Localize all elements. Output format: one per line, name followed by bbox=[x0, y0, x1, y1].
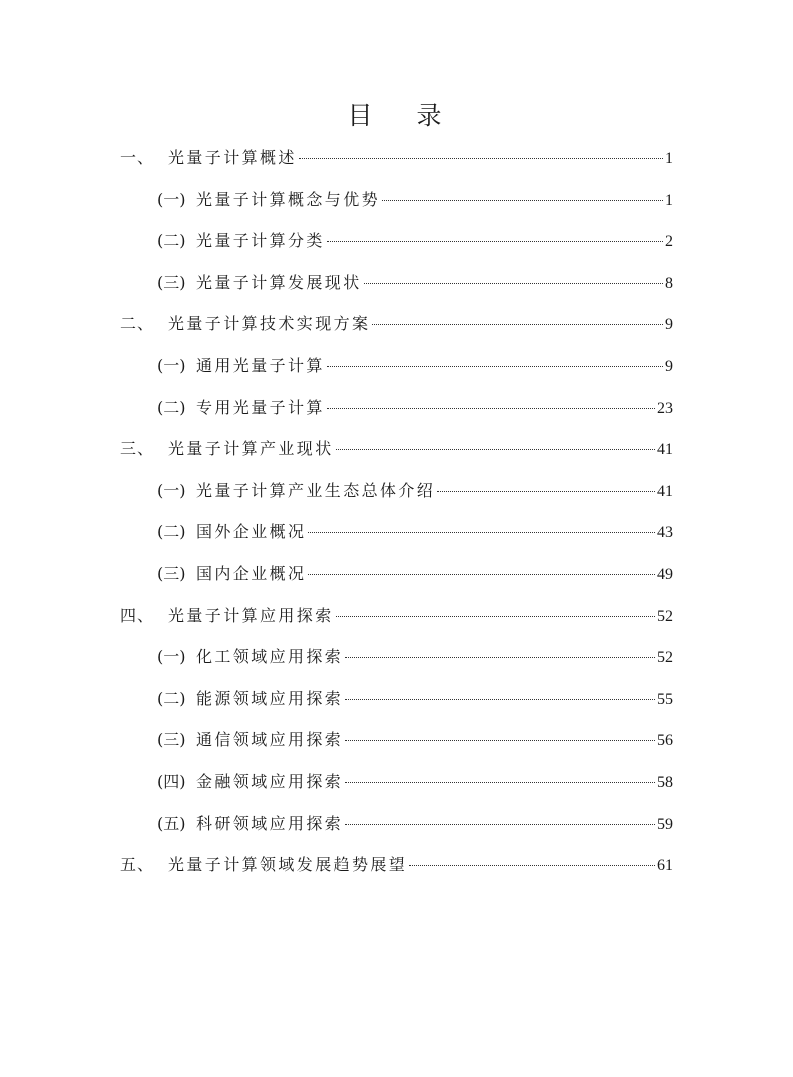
toc-entry-number: (三) bbox=[157, 272, 186, 292]
toc-leader-dots bbox=[345, 657, 655, 658]
toc-entry[interactable] bbox=[157, 518, 673, 546]
toc-entry[interactable] bbox=[157, 269, 673, 297]
toc-entry-title: 金融领域应用探索 bbox=[196, 772, 344, 791]
toc-entry-title: 光量子计算发展现状 bbox=[196, 272, 362, 292]
toc-entry-number: (二) bbox=[157, 522, 186, 542]
toc-entry-title: 光量子计算领域发展趋势展望 bbox=[168, 855, 408, 875]
toc-entry-page-number: 49 bbox=[657, 566, 673, 583]
toc-entry-page-number: 52 bbox=[657, 649, 673, 667]
toc-entry-number: (二) bbox=[157, 231, 186, 251]
toc-leader-dots bbox=[327, 366, 663, 367]
toc-entry-title: 国外企业概况 bbox=[196, 522, 307, 542]
toc-entry-number: 一、 bbox=[120, 148, 155, 167]
toc-entry-number: 五、 bbox=[120, 855, 155, 875]
toc-entry-title: 化工领域应用探索 bbox=[196, 647, 344, 667]
toc-leader-dots bbox=[364, 283, 663, 284]
toc-entry-page-number: 9 bbox=[665, 316, 673, 334]
toc-entry-page-number: 1 bbox=[665, 191, 673, 209]
toc-leader-dots bbox=[345, 782, 655, 783]
toc-leader-dots bbox=[336, 616, 655, 617]
toc-leader-dots bbox=[345, 740, 655, 741]
toc-entry-title: 通信领域应用探索 bbox=[196, 730, 344, 750]
toc-entry[interactable] bbox=[157, 726, 673, 754]
toc-entry-page-number: 9 bbox=[665, 358, 673, 375]
toc-entry-page-number: 23 bbox=[657, 399, 673, 417]
toc-leader-dots bbox=[327, 241, 663, 242]
toc-entry-title: 光量子计算产业生态总体介绍 bbox=[196, 480, 436, 500]
toc-entry[interactable] bbox=[120, 310, 673, 338]
toc-entry[interactable] bbox=[157, 186, 673, 214]
toc-leader-dots bbox=[437, 491, 655, 492]
toc-leader-dots bbox=[345, 824, 655, 825]
toc-entry-number: 三、 bbox=[120, 439, 155, 459]
toc-leader-dots bbox=[409, 865, 655, 866]
toc-entry-title: 光量子计算概念与优势 bbox=[196, 189, 381, 209]
toc-entry[interactable] bbox=[157, 560, 673, 588]
toc-entry-number: (一) bbox=[157, 480, 186, 500]
toc-leader-dots bbox=[336, 449, 655, 450]
toc-entry-title: 光量子计算技术实现方案 bbox=[168, 314, 371, 334]
toc-entry-page-number: 61 bbox=[657, 857, 673, 875]
toc-entry[interactable] bbox=[120, 602, 673, 630]
toc-leader-dots bbox=[299, 158, 663, 159]
toc-entry-title: 科研领域应用探索 bbox=[196, 813, 344, 833]
toc-entry[interactable] bbox=[120, 435, 673, 463]
page-title: 目 录 bbox=[347, 101, 460, 130]
toc-entry-page-number: 55 bbox=[657, 690, 673, 708]
toc-entry-page-number: 41 bbox=[657, 482, 673, 500]
toc-leader-dots bbox=[345, 699, 655, 700]
toc-entry[interactable] bbox=[157, 477, 673, 505]
toc-entry[interactable] bbox=[157, 227, 673, 255]
toc-entry[interactable] bbox=[120, 144, 673, 172]
toc-entry-number: (二) bbox=[157, 397, 186, 417]
toc-entry-page-number: 1 bbox=[665, 150, 673, 167]
toc-entry[interactable] bbox=[157, 685, 673, 713]
toc-entry-title: 光量子计算应用探索 bbox=[168, 605, 334, 625]
toc-entry-title: 通用光量子计算 bbox=[196, 356, 325, 375]
toc-entry[interactable] bbox=[120, 851, 673, 879]
toc-entry-page-number: 43 bbox=[657, 524, 673, 542]
toc-entry-number: (三) bbox=[157, 730, 186, 750]
toc-leader-dots bbox=[327, 408, 655, 409]
toc-entry-title: 光量子计算分类 bbox=[196, 231, 325, 251]
toc-leader-dots bbox=[308, 574, 655, 575]
toc-entry-title: 能源领域应用探索 bbox=[196, 688, 344, 708]
toc-entry-number: (一) bbox=[157, 189, 186, 209]
toc-entry-page-number: 58 bbox=[657, 774, 673, 791]
toc-entry-page-number: 56 bbox=[657, 732, 673, 750]
toc-entry-number: (三) bbox=[157, 564, 186, 583]
toc-entry-page-number: 2 bbox=[665, 233, 673, 251]
toc-entry-number: (四) bbox=[157, 772, 186, 791]
toc-entry-number: 四、 bbox=[120, 605, 155, 625]
toc-entry[interactable] bbox=[157, 810, 673, 838]
toc-entry-title: 专用光量子计算 bbox=[196, 397, 325, 417]
toc-entry-page-number: 59 bbox=[657, 815, 673, 833]
toc-entry[interactable] bbox=[157, 352, 673, 380]
toc-leader-dots bbox=[382, 200, 663, 201]
toc-leader-dots bbox=[372, 324, 663, 325]
toc-entry-title: 光量子计算产业现状 bbox=[168, 439, 334, 459]
toc-entry-number: 二、 bbox=[120, 314, 155, 334]
toc-leader-dots bbox=[308, 532, 655, 533]
toc-entry-page-number: 52 bbox=[657, 607, 673, 625]
toc-entry-page-number: 8 bbox=[665, 274, 673, 292]
toc-entry[interactable] bbox=[157, 643, 673, 671]
toc-entry-page-number: 41 bbox=[657, 441, 673, 459]
toc-entry-title: 光量子计算概述 bbox=[168, 148, 297, 167]
toc-entry[interactable] bbox=[157, 394, 673, 422]
toc-entry[interactable] bbox=[157, 768, 673, 796]
toc-entry-number: (二) bbox=[157, 688, 186, 708]
toc-entry-number: (五) bbox=[157, 813, 186, 833]
toc-entry-number: (一) bbox=[157, 356, 186, 375]
toc-entry-number: (一) bbox=[157, 647, 186, 667]
toc-entry-title: 国内企业概况 bbox=[196, 564, 307, 583]
